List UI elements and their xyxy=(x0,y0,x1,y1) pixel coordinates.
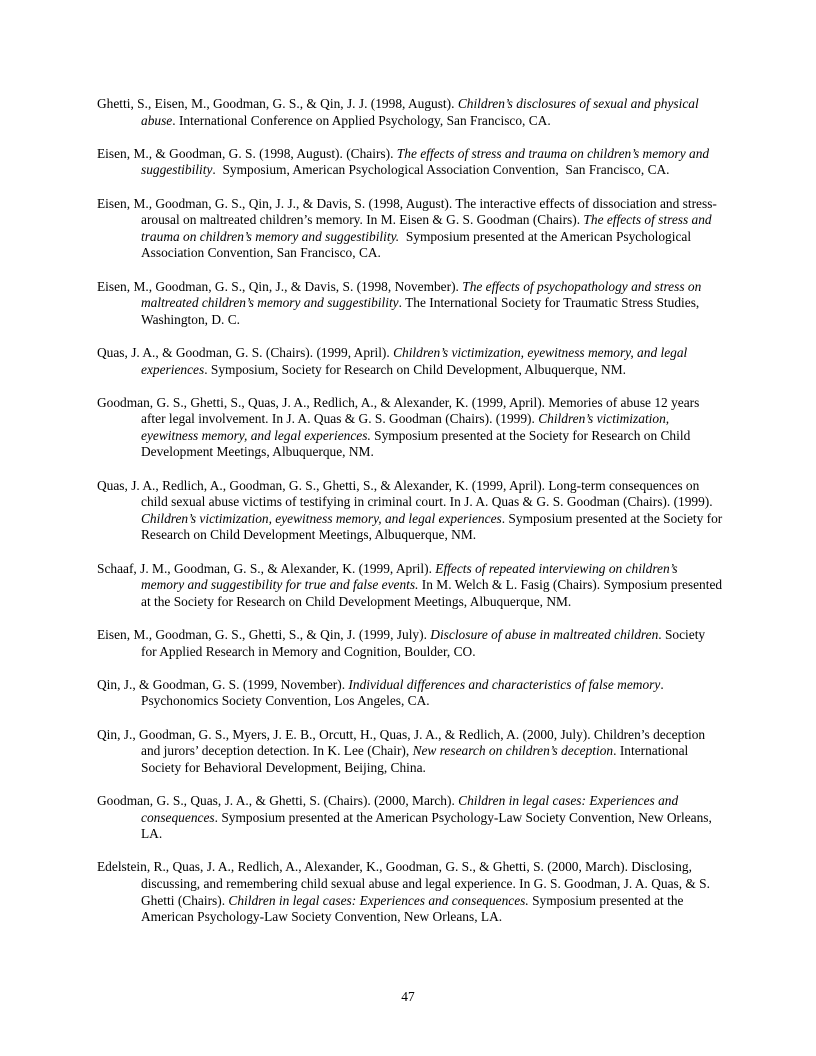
citation-title-italic: Individual differences and characteristics of false memory xyxy=(348,676,661,692)
citation-title-italic: The effects of stress and trauma on children’s memory and suggestibility. xyxy=(141,212,715,244)
citation-text: Qin, J., Goodman, G. S., Myers, J. E. B., Orcutt, H., Quas, J. A., & Redlich, A. (2000, July). Children’s deception and jurors’ deception detection. In K. Lee (Chair), xyxy=(97,726,709,759)
citation-text: . Symposium presented at the American Psychology-Law Society Convention, New Orleans, LA. xyxy=(141,809,716,842)
citation-title-italic: Children in legal cases: Experiences and consequences xyxy=(141,792,682,825)
citation-text: Eisen, M., Goodman, G. S., Qin, J., & Davis, S. (1998, November). xyxy=(97,278,463,294)
citation-text: . Symposium, Society for Research on Child Development, Albuquerque, NM. xyxy=(204,361,626,377)
citation-entry xyxy=(97,395,724,461)
citation-text: Goodman, G. S., Quas, J. A., & Ghetti, S. (Chairs). (2000, March). xyxy=(97,792,459,808)
citation-entry xyxy=(97,279,724,329)
citation-title-italic: Children’s victimization, eyewitness memory, and legal experiences xyxy=(141,344,691,377)
citation-text: . Symposium presented at the Society for Research on Child Development Meetings, Albuquerque, NM. xyxy=(141,510,726,543)
citation-entry xyxy=(97,96,724,129)
citation-entry xyxy=(97,627,724,660)
citation-text: Eisen, M., Goodman, G. S., Ghetti, S., & Qin, J. (1999, July). xyxy=(97,627,431,642)
citation-text: Edelstein, R., Quas, J. A., Redlich, A., Alexander, K., Goodman, G. S., & Ghetti, S. (2000, March). Disclosing, discussing, and remembering child sexual abuse and legal experience. In G. S. Goodman, J. A. Quas, & S. Ghetti (Chairs). xyxy=(97,859,714,908)
citation-entry xyxy=(97,859,724,925)
citation-title-italic: Disclosure of abuse in maltreated children xyxy=(430,627,659,642)
citation-entry xyxy=(97,478,724,544)
citation-entry xyxy=(97,677,724,710)
citation-title-italic: New research on children’s deception xyxy=(412,743,614,759)
citation-text: Eisen, M., & Goodman, G. S. (1998, August). (Chairs). xyxy=(97,145,397,161)
citation-text: Goodman, G. S., Ghetti, S., Quas, J. A., Redlich, A., & Alexander, K. (1999, April). Memories of abuse 12 years after legal involvement. In J. A. Quas & G. S. Goodman (Chairs). (1999). xyxy=(97,394,703,427)
citation-text: Quas, J. A., & Goodman, G. S. (Chairs). (1999, April). xyxy=(97,344,394,360)
citation-text: . International Society for Behavioral Development, Beijing, China. xyxy=(141,743,692,775)
citation-text: . Psychonomics Society Convention, Los Angeles, CA. xyxy=(141,676,668,709)
citation-entry xyxy=(97,727,724,777)
citation-entry xyxy=(97,793,724,843)
citation-title-italic: Effects of repeated interviewing on children’s memory and suggestibility for true and false events. xyxy=(141,560,681,593)
citation-text: Ghetti, S., Eisen, M., Goodman, G. S., & Qin, J. J. (1998, August). xyxy=(97,96,458,111)
citation-text: . Symposium, American Psychological Association Convention, San Francisco, CA. xyxy=(212,162,670,178)
citation-entry xyxy=(97,146,724,179)
citation-text: Symposium presented at the American Psychological Association Convention, San Francisco, CA. xyxy=(141,228,694,261)
citation-title-italic: Children’s victimization, eyewitness memory, and legal experiences xyxy=(141,510,502,526)
citation-text: In M. Welch & L. Fasig (Chairs). Symposium presented at the Society for Research on Child Development Meetings, Albuquerque, NM. xyxy=(141,577,726,609)
citation-entry xyxy=(97,561,724,611)
citation-text: Quas, J. A., Redlich, A., Goodman, G. S., Ghetti, S., & Alexander, K. (1999, April). Long-term consequences on child sexual abuse victims of testifying in criminal court. In J. A. Quas & G. S. Goodman (Chairs). (1999). xyxy=(97,477,716,510)
citations-list xyxy=(97,96,724,942)
citation-text: Schaaf, J. M., Goodman, G. S., & Alexander, K. (1999, April). xyxy=(97,560,436,576)
citation-text: Symposium presented at the Society for Research on Child Development Meetings, Albuquerque, NM. xyxy=(141,427,694,460)
citation-title-italic: Children’s disclosures of sexual and physical abuse xyxy=(141,96,703,128)
citation-entry xyxy=(97,345,724,378)
citation-title-italic: Children’s victimization, eyewitness memory, and legal experiences. xyxy=(141,411,673,443)
citation-title-italic: The effects of stress and trauma on children’s memory and suggestibility xyxy=(141,145,713,178)
citation-text: . Society for Applied Research in Memory and Cognition, Boulder, CO. xyxy=(141,627,709,659)
citation-text: Symposium presented at the American Psychology-Law Society Convention, New Orleans, LA. xyxy=(141,892,687,925)
citation-text: Eisen, M., Goodman, G. S., Qin, J. J., & Davis, S. (1998, August). The interactive effects of dissociation and stress-arousal on maltreated children’s memory. In M. Eisen & G. S. Goodman (Chairs). xyxy=(97,195,717,228)
page-number: 47 xyxy=(401,989,415,1004)
citation-text: Qin, J., & Goodman, G. S. (1999, November). xyxy=(97,676,349,692)
citation-title-italic: The effects of psychopathology and stress on maltreated children’s memory and suggestibility xyxy=(141,278,705,311)
citation-text: . International Conference on Applied Psychology, San Francisco, CA. xyxy=(172,112,551,128)
citation-title-italic: Children in legal cases: Experiences and consequences. xyxy=(228,892,529,908)
citation-text: . The International Society for Traumatic Stress Studies, Washington, D. C. xyxy=(141,295,703,327)
citation-entry xyxy=(97,196,724,262)
